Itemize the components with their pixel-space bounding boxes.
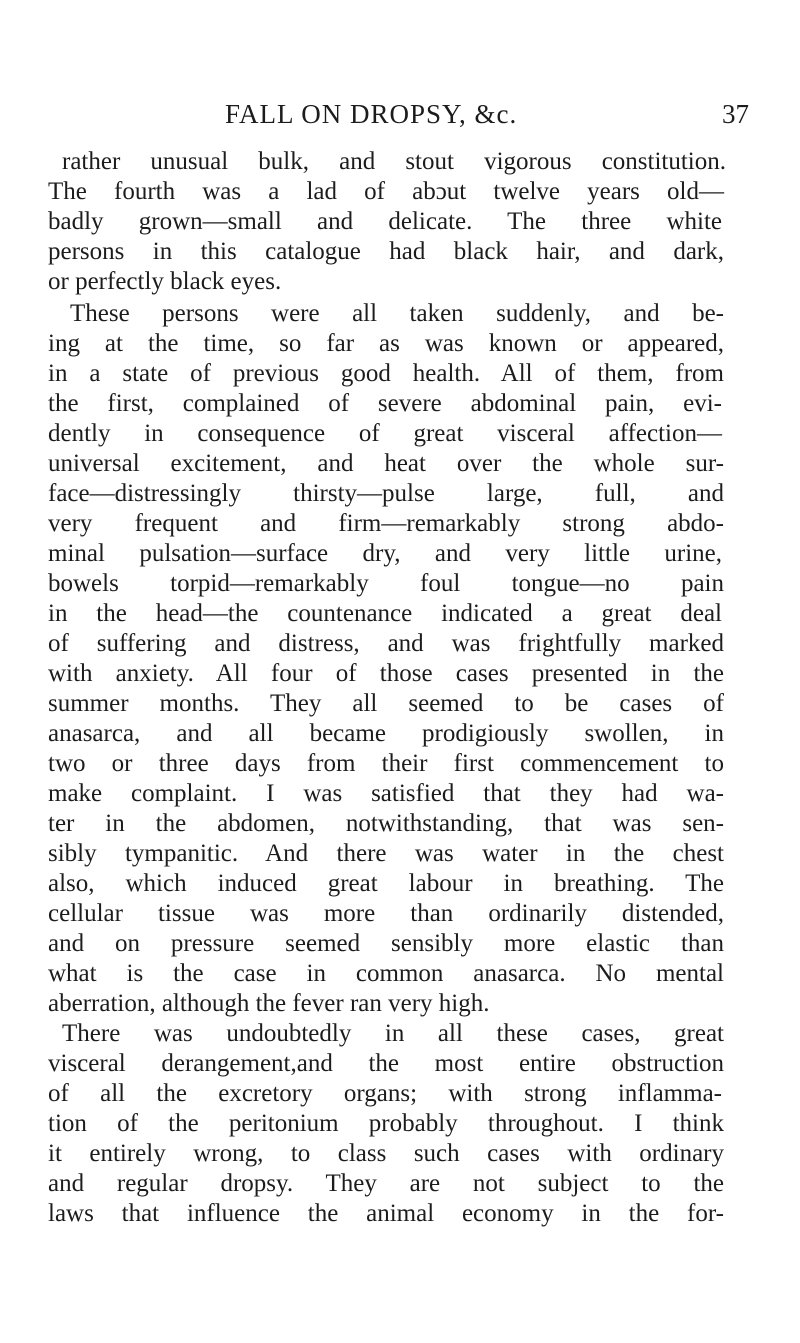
- running-title: FALL ON DROPSY, &c.: [225, 99, 518, 129]
- text-line: of all the excretory organs; with strong inflamma-: [48, 1080, 722, 1107]
- text-line: or perfectly black eyes.: [48, 268, 282, 295]
- text-line: with anxiety. All four of those cases presented in the: [48, 660, 724, 687]
- page-number: 37: [722, 99, 749, 129]
- text-line: bowels torpid—remarkably foul tongue—no pain: [48, 570, 724, 597]
- text-line: aberration, although the fever ran very high.: [48, 990, 490, 1017]
- text-line: universal excitement, and heat over the whole sur-: [48, 450, 724, 477]
- text-line: anasarca, and all became prodigiously swollen, in: [48, 720, 724, 747]
- text-line: ing at the time, so far as was known or appeared,: [48, 330, 724, 357]
- text-line: badly grown—small and delicate. The three white: [48, 208, 722, 235]
- text-line: very frequent and firm—remarkably strong abdo-: [48, 510, 724, 537]
- text-line: minal pulsation—surface dry, and very little urine,: [48, 540, 722, 567]
- text-line: sibly tympanitic. And there was water in the chest: [48, 840, 724, 867]
- text-line: it entirely wrong, to class such cases with ordinary: [48, 1140, 724, 1167]
- text-line: and on pressure seemed sensibly more elastic than: [48, 930, 724, 957]
- running-head: [0, 98, 800, 138]
- text-line: rather unusual bulk, and stout vigorous constitution.: [62, 148, 726, 175]
- text-line: persons in this catalogue had black hair, and dark,: [48, 238, 724, 265]
- text-line: visceral derangement,and the most entire obstruction: [48, 1050, 724, 1077]
- text-line: The fourth was a lad of abɔut twelve years old—: [48, 178, 724, 205]
- text-line: There was undoubtedly in all these cases, great: [62, 1020, 724, 1047]
- text-line: cellular tissue was more than ordinarily distended,: [48, 900, 724, 927]
- text-line: summer months. They all seemed to be cases of: [48, 690, 724, 717]
- text-line: tion of the peritonium probably throughout. I think: [48, 1110, 724, 1137]
- text-line: of suffering and distress, and was frightfully marked: [48, 630, 724, 657]
- text-line: in the head—the countenance indicated a great deal: [48, 600, 722, 627]
- text-line: make complaint. I was satisfied that they had wa-: [48, 780, 724, 807]
- text-line: and regular dropsy. They are not subject to the: [48, 1170, 724, 1197]
- text-line: also, which induced great labour in breathing. The: [48, 870, 724, 897]
- text-line: laws that influence the animal economy in the for-: [48, 1200, 724, 1227]
- text-line: the first, complained of severe abdominal pain, evi-: [48, 390, 722, 417]
- text-line: in a state of previous good health. All of them, from: [48, 360, 724, 387]
- text-line: two or three days from their first commencement to: [48, 750, 724, 777]
- text-line: face—distressingly thirsty—pulse large, full, and: [48, 480, 724, 507]
- text-line: These persons were all taken suddenly, and be-: [70, 300, 724, 327]
- text-line: ter in the abdomen, notwithstanding, that was sen-: [48, 810, 724, 837]
- text-line: dently in consequence of great visceral affection—: [48, 420, 722, 447]
- text-line: what is the case in common anasarca. No mental: [48, 960, 724, 987]
